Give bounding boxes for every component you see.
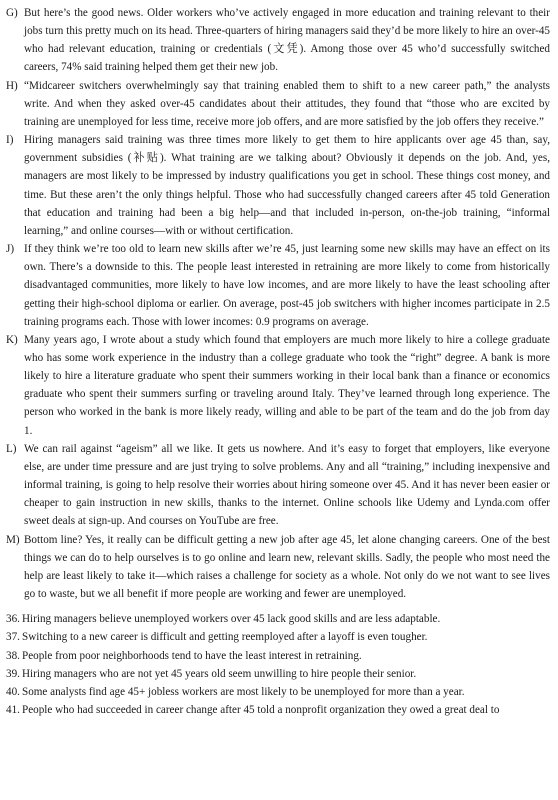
paragraph-label: K) (6, 333, 18, 346)
paragraph-label: H) (6, 79, 18, 92)
question-text: Switching to a new career is difficult and getting reemployed after a layoff is even tougher. (22, 631, 428, 644)
question-item (6, 628, 550, 646)
question-list (6, 610, 550, 719)
question-text: People who had succeeded in career change after 45 told a nonprofit organization they owed a great deal to (22, 704, 500, 717)
question-item (6, 701, 550, 719)
paragraph-text: If they think we’re too old to learn new skills after we’re 45, just learning some new skills may have an effect on its own. There’s a downside to this. The people least interested in retraining are more likely to come from historically disadvantaged communities, more likely to have low incomes, and are more likely to have the least schooling after getting their high-school diploma or earlier. On average, post-45 job switchers with higher incomes participate in 2.5 training programs each. Those with lower incomes: 0.9 programs on average. (24, 243, 550, 328)
paragraph-label: J) (6, 243, 15, 256)
question-number: 38. (6, 649, 20, 662)
question-number: 37. (6, 631, 20, 644)
question-item (6, 610, 550, 628)
paragraph-text: But here’s the good news. Older workers who’ve actively engaged in more education and training relevant to their jobs turn this pretty much on its head. Three-quarters of hiring managers said they’d be more likely to hire an over-45 who had relevant education, training or credentials (文凭). Among those over 45 who’d successfully switched careers, 74% said training helped them get their new job. (24, 7, 550, 74)
paragraph-i (6, 131, 550, 240)
question-text: People from poor neighborhoods tend to have the least interest in retraining. (22, 649, 362, 662)
question-text: Hiring managers who are not yet 45 years old seem unwilling to hire people their senior. (22, 667, 417, 680)
paragraph-k (6, 331, 550, 440)
question-item (6, 647, 550, 665)
paragraph-text: Many years ago, I wrote about a study which found that employers are much more likely to hire a college graduate who has some work experience in the industry than a college graduate who took the “right” degree. A bank is more likely to hire a literature graduate who spent their summers working in their local bank than a finance or economics graduate who spent their summers surfing or traveling around Italy. They’ve learned through long experience. The person who worked in the bank is more likely ready, willing and able to be part of the team and do the job from day 1. (24, 333, 550, 437)
paragraph-label: G) (6, 7, 18, 19)
question-text: Some analysts find age 45+ jobless workers are most likely to be unemployed for more than a year. (22, 685, 465, 698)
paragraph-text: “Midcareer switchers overwhelmingly say that training enabled them to shift to a new career path,” the analysts write. And when they asked over-45 candidates about their attitudes, they found that “those who are excited by training are unemployed for less time, receive more job offers, and are more satisfied by the job offers they receive.” (24, 79, 550, 128)
paragraph-text: Bottom line? Yes, it really can be difficult getting a new job after age 45, let alone changing careers. One of the best things we can do to help ourselves is to go online and learn new, relevant skills. Sadly, the people who most need the help are least likely to take it—which raises a challenge for society as a whole. Not only do we not want to see lives go to waste, but we all benefit if more people are working and fewer are unemployed. (24, 533, 550, 600)
paragraph-label: L) (6, 442, 17, 455)
paragraph-label: I) (6, 134, 14, 147)
question-item (6, 683, 550, 701)
paragraph-text: We can rail against “ageism” all we like. It gets us nowhere. And it’s easy to forget that employers, like everyone else, are under time pressure and are just trying to solve problems. Any and all “training,” including inexpensive and informal training, is going to help resolve their worries about hiring someone over 45. And it has never been easier or cheaper to gain instruction in new skills, thanks to the internet. Online schools like Udemy and Lynda.com offer sweet deals at sign-up. And courses on YouTube are free. (24, 442, 550, 528)
paragraph-g (6, 4, 550, 77)
paragraph-l (6, 440, 550, 531)
paragraph-j (6, 240, 550, 331)
question-number: 41. (6, 704, 20, 717)
passage (6, 4, 550, 603)
paragraph-m (6, 531, 550, 604)
question-number: 39. (6, 667, 20, 680)
paragraph-text: Hiring managers said training was three times more likely to get them to hire applicants over age 45 than, say, government subsidies (补贴). What training are we talking about? Obviously it depends on the job. And, yes, managers are most likely to be impressed by industry qualifications you get in school. These things cost money, and time. But these aren’t the only things helpful. Those who had successfully changed careers after 45 told Generation that education and training had been a big help—and that included in-person, on-the-job training, “informal learning,” and online courses—with or without certification. (24, 134, 550, 237)
question-number: 40. (6, 685, 20, 698)
question-item (6, 665, 550, 683)
paragraph-label: M) (6, 533, 20, 546)
paragraph-h (6, 77, 550, 131)
question-number: 36. (6, 613, 20, 626)
question-text: Hiring managers believe unemployed workers over 45 lack good skills and are less adaptable. (22, 613, 441, 626)
